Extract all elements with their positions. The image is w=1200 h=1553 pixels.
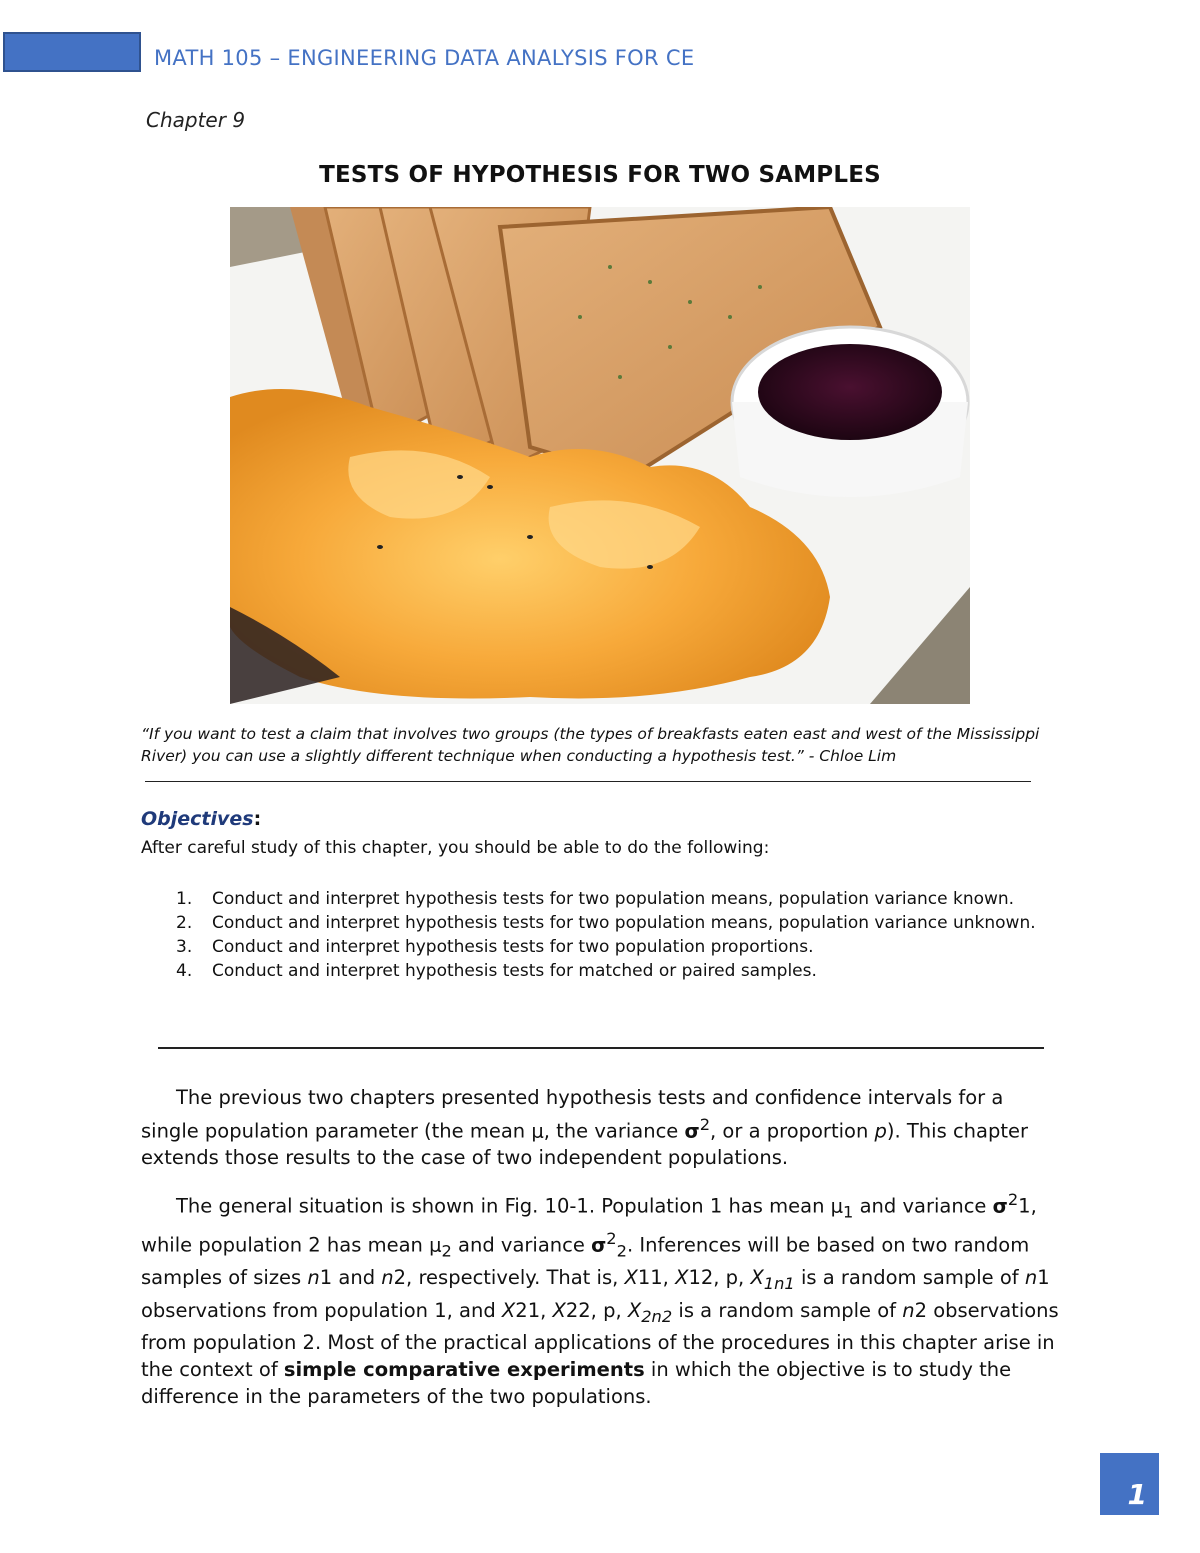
objectives-heading xyxy=(141,808,261,830)
objective-item xyxy=(176,935,1056,959)
text-run: and variance xyxy=(451,1233,592,1257)
general-situation-paragraph xyxy=(141,1187,1061,1410)
objective-number: 4. xyxy=(176,961,193,981)
page-title: TESTS OF HYPOTHESIS FOR TWO SAMPLES xyxy=(319,162,881,188)
text-run: ). This chapter extends those results to the case of two independent populations. xyxy=(141,1119,1029,1169)
header-color-block xyxy=(3,32,141,72)
objective-text: Conduct and interpret hypothesis tests for two population means, population variance known. xyxy=(212,889,1015,909)
italic-var: X xyxy=(501,1298,516,1322)
objective-number: 2. xyxy=(176,913,193,933)
text-run: The previous two chapters presented hypothesis tests and confidence intervals for a single population parameter (the mean μ, the variance xyxy=(141,1086,1004,1143)
objective-text: Conduct and interpret hypothesis tests for matched or paired samples. xyxy=(212,961,817,981)
chapter-quote: “If you want to test a claim that involves two groups (the types of breakfasts eaten east and west of the Mississippi River) you can use a slightly different technique when conducting a hypothesis test.” - Chloe Lim xyxy=(141,725,1040,765)
objectives-colon: : xyxy=(253,808,262,830)
text-run: 1 and xyxy=(319,1266,382,1290)
italic-var: n xyxy=(1024,1266,1038,1290)
italic-var: n xyxy=(381,1266,394,1290)
intro-paragraph xyxy=(141,1085,1061,1172)
text-run: 11, xyxy=(637,1266,676,1290)
italic-var: X xyxy=(624,1266,638,1290)
subscript: 2 xyxy=(441,1241,452,1261)
text-run: is a random sample of xyxy=(794,1266,1025,1290)
text-run: , or a proportion xyxy=(710,1119,875,1143)
subscript: 2 xyxy=(616,1241,627,1261)
text-run: 22, p, xyxy=(565,1298,628,1322)
objective-text: Conduct and interpret hypothesis tests for two population means, population variance unknown. xyxy=(212,913,1036,933)
italic-var: X xyxy=(675,1266,689,1290)
subscript: 1n1 xyxy=(763,1274,795,1294)
italic-var: X xyxy=(750,1266,764,1290)
italic-var: p xyxy=(874,1119,887,1143)
divider xyxy=(158,1047,1044,1049)
text-run: 1 observations from population 1, and xyxy=(141,1266,1050,1322)
objective-item xyxy=(176,959,1056,983)
objective-item xyxy=(176,911,1056,935)
text-run: 1 xyxy=(1018,1194,1031,1218)
text-run: 21, xyxy=(515,1298,553,1322)
page-number-box xyxy=(1100,1453,1159,1515)
text-run: 2, respectively. That is, xyxy=(393,1266,625,1290)
divider xyxy=(145,781,1031,782)
italic-var: X xyxy=(627,1298,642,1322)
objectives-heading-text: Objectives xyxy=(141,808,254,830)
subscript: 2n2 xyxy=(641,1306,673,1326)
text-run: 2 observations from population 2. Most of the practical applications of the procedures in this chapter arise in the context of xyxy=(141,1298,1059,1382)
subscript: 1 xyxy=(843,1202,854,1222)
objective-number: 1. xyxy=(176,889,193,909)
superscript: 2 xyxy=(699,1114,711,1134)
objective-text: Conduct and interpret hypothesis tests for two population proportions. xyxy=(212,937,814,957)
text-run: is a random sample of xyxy=(672,1298,903,1322)
page-number: 1 xyxy=(1127,1478,1147,1511)
italic-var: X xyxy=(552,1298,566,1322)
chapter-label: Chapter 9 xyxy=(146,108,246,132)
superscript: 2 xyxy=(606,1229,617,1249)
objectives-list xyxy=(176,887,1056,983)
text-run: , while population 2 has mean μ xyxy=(141,1194,1037,1257)
objective-number: 3. xyxy=(176,937,193,957)
breakfast-photo xyxy=(230,207,970,704)
bold-term: simple comparative experiments xyxy=(283,1358,645,1382)
text-run: 12, p, xyxy=(688,1266,751,1290)
text-run: . Inferences will be based on two random samples of sizes xyxy=(141,1233,1030,1290)
sigma-symbol: σ xyxy=(684,1119,700,1143)
text-run: The general situation is shown in Fig. 10-1. Population 1 has mean μ xyxy=(176,1194,844,1218)
italic-var: n xyxy=(307,1266,320,1290)
italic-var: n xyxy=(902,1298,915,1322)
superscript: 2 xyxy=(1007,1190,1019,1209)
sigma-symbol: σ xyxy=(992,1194,1008,1218)
text-run: and variance xyxy=(853,1194,993,1218)
objectives-intro: After careful study of this chapter, you should be able to do the following: xyxy=(141,838,770,858)
objective-item xyxy=(176,887,1056,911)
text-run: in which the objective is to study the difference in the parameters of the two populations. xyxy=(141,1358,1012,1408)
course-title: MATH 105 – ENGINEERING DATA ANALYSIS FOR CE xyxy=(154,46,695,70)
sigma-symbol: σ xyxy=(591,1233,607,1257)
